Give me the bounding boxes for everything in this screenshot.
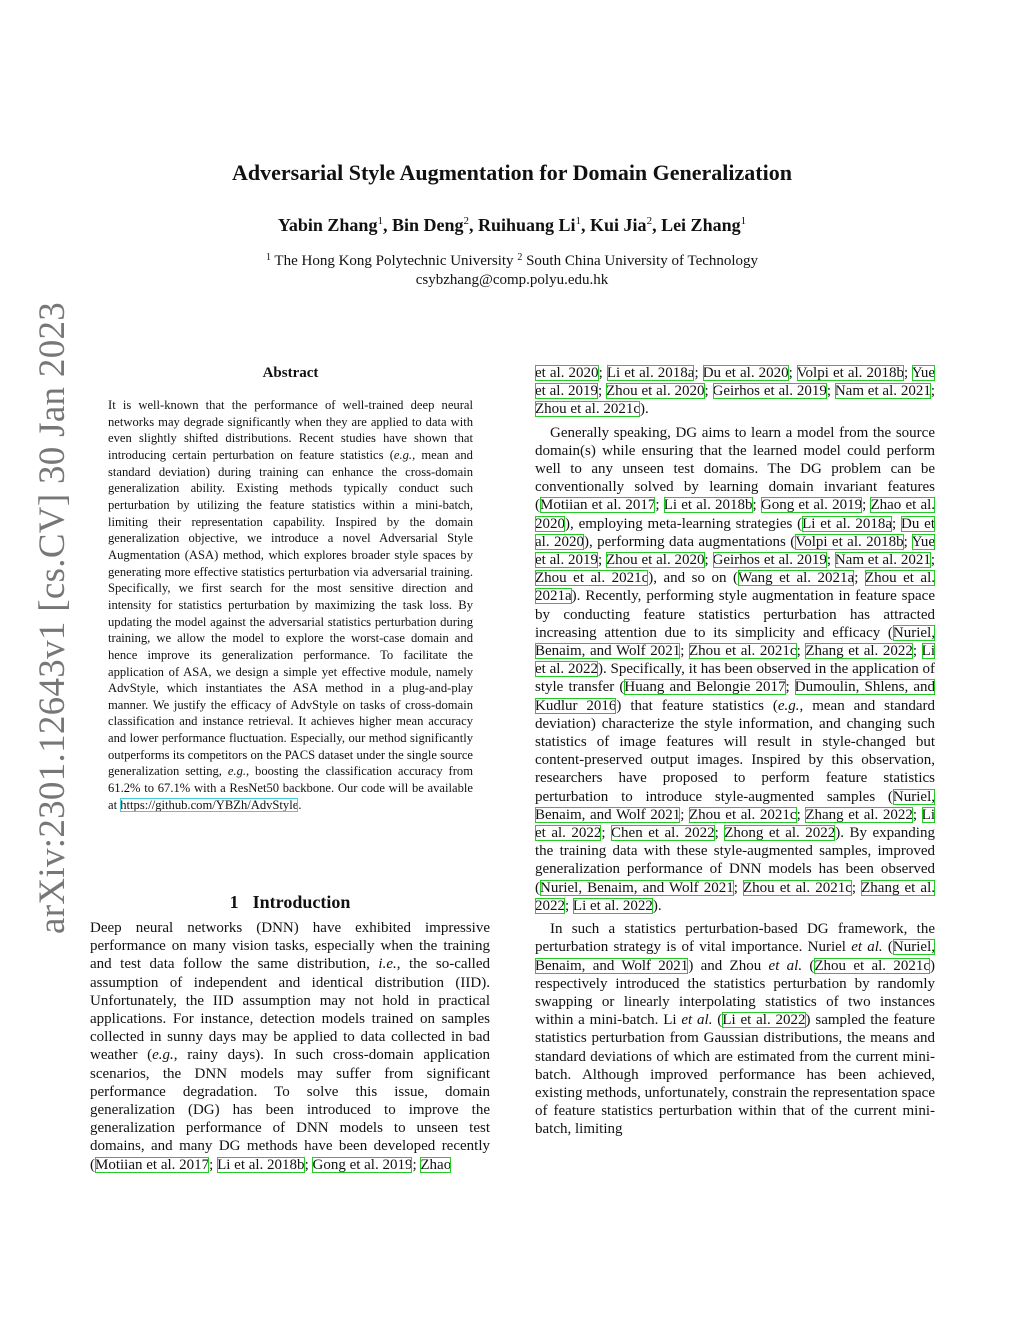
- affiliation-mark: 2: [517, 252, 523, 263]
- citation-link[interactable]: Zhang et al. 2022: [805, 806, 913, 823]
- citation-link[interactable]: Yue et al. 2019: [535, 365, 936, 400]
- affiliation-2: South China University of Technology: [526, 253, 759, 269]
- citation-link[interactable]: Du et al. 2020: [535, 515, 935, 550]
- citation-link[interactable]: Zhou et al. 2021c: [535, 570, 649, 587]
- citation-link[interactable]: Du et al. 2020: [702, 365, 789, 381]
- citation-link[interactable]: Huang and Belongie 2017: [624, 679, 786, 696]
- citation-link[interactable]: Nam et al. 2021: [834, 552, 931, 569]
- author-name: Bin Deng: [391, 215, 464, 235]
- citation-link[interactable]: Zhong et al. 2022: [724, 825, 836, 842]
- affiliation-1: The Hong Kong Polytechnic University: [274, 253, 514, 269]
- section-heading-introduction: 1 Introduction: [229, 892, 351, 912]
- citation-link[interactable]: Li et al. 2022: [722, 1012, 806, 1029]
- paper-title: Adversarial Style Augmentation for Domain Generalization: [232, 160, 792, 185]
- affiliation-mark: 1: [265, 252, 271, 263]
- citation-link[interactable]: Li et al. 2018b: [663, 497, 753, 514]
- citation-link[interactable]: Zhou et al. 2021c: [689, 806, 797, 823]
- author-name: Kui Jia: [590, 215, 647, 235]
- citation-link[interactable]: Gong et al. 2019: [312, 1156, 413, 1173]
- intro-right-column: [535, 364, 935, 1139]
- citation-link[interactable]: Nuriel, Benaim, and Wolf 2021: [535, 939, 935, 974]
- author-affiliation-mark: 1: [575, 215, 582, 227]
- citation-link[interactable]: Zhou et al. 2020: [606, 383, 705, 400]
- citation-link[interactable]: Zhou et al. 2021a: [535, 570, 935, 605]
- citation-link[interactable]: Zhou et al. 2021c: [814, 957, 930, 974]
- citation-link[interactable]: et al. 2020: [535, 365, 599, 381]
- author-list: Yabin Zhang$^1$, Bin Deng$^2$, Ruihuang Li$^1$, Kui Jia$^2$, Lei Zhang$^1$: [277, 215, 747, 235]
- arxiv-stamp: arXiv:2301.12643v1 [cs.CV] 30 Jan 2023: [32, 301, 73, 934]
- abstract-heading: Abstract: [262, 365, 319, 381]
- citation-link[interactable]: Motiian et al. 2017: [95, 1156, 210, 1173]
- paragraph: et al. 2020; Li et al. 2018a; Du et al. 2020; Volpi et al. 2018b; Yue et al. 2019; Zhou et al. 2020; Geirhos et al. 2019; Nam et al. 2021; Zhou et al. 2021c).: [535, 365, 936, 418]
- author-affiliation-mark: 1: [740, 215, 747, 227]
- author-email: csybzhang@comp.polyu.edu.hk: [415, 272, 609, 288]
- citation-link[interactable]: Zhou et al. 2021c: [689, 643, 797, 660]
- intro-left-column: [90, 919, 490, 1174]
- citation-link[interactable]: Nuriel, Benaim, and Wolf 2021: [535, 624, 935, 660]
- affiliations: [0, 248, 1024, 290]
- author-affiliation-mark: 1: [377, 215, 383, 227]
- author-affiliation-mark: 2: [463, 215, 469, 227]
- author-name: Lei Zhang: [661, 215, 741, 235]
- paragraph: Generally speaking, DG aims to learn a model from the source domain(s) while ensuring that the learned model could perform well to any unseen test domains. The DG problem can be conventionally solved by learning domain invariant features (Motiian et al. 2017; Li et al. 2018b; Gong et al. 2019; Zhao et al. 2020), employing meta-learning strategies (Li et al. 2018a; Du et al. 2020), performing data augmentations (Volpi et al. 2018b; Yue et al. 2019; Zhou et al. 2020; Geirhos et al. 2019; Nam et al. 2021; Zhou et al. 2021c), and so on (Wang et al. 2021a; Zhou et al. 2021a). Recently, performing style augmentation in feature space by conducting feature statistics perturbation has attracted increasing attention due to its simplicity and efficacy (Nuriel, Benaim, and Wolf 2021; Zhou et al. 2021c; Zhang et al. 2022; Li et al. 2022). Specifically, it has been observed in the application of style transfer (Huang and Belongie 2017; Dumoulin, Shlens, and Kudlur 2016) that feature statistics (e.g., mean and standard deviation) characterize the style information, and changing such statistics of image features will result in style-changed but content-preserved output images. Inspired by this observation, researchers have proposed to perform feature statistics perturbation to introduce style-augmented samples (Nuriel, Benaim, and Wolf 2021; Zhou et al. 2021c; Zhang et al. 2022; Li et al. 2022; Chen et al. 2022; Zhong et al. 2022). By expanding the training data with these style-augmented samples, improved generalization performance of DNN models has been observed (Nuriel, Benaim, and Wolf 2021; Zhou et al. 2021c; Zhang et al. 2022; Li et al. 2022).: [535, 424, 936, 914]
- citation-link[interactable]: Li et al. 2018a: [802, 515, 893, 532]
- code-link[interactable]: https://github.com/YBZh/AdvStyle: [120, 797, 299, 812]
- citation-link[interactable]: Zhou et al. 2021c: [535, 401, 640, 418]
- citation-link[interactable]: Motiian et al. 2017: [540, 497, 656, 514]
- paragraph: In such a statistics perturbation-based DG framework, the perturbation strategy is of vital importance. Nuriel et al. (Nuriel, Benaim, and Wolf 2021) and Zhou et al. (Zhou et al. 2021c) respectively introduced the statistics perturbation by randomly swapping or linearly interpolating statistics of two instances within a mini-batch. Li et al. (Li et al. 2022) sampled the feature statistics perturbation from Gaussian distributions, the means and standard deviations of which are estimated from the current mini-batch. Although improved performance has been achieved, existing methods, unfortunately, constrain the representation space of feature statistics perturbation within that of the current mini-batch, limiting: [535, 921, 935, 1138]
- citation-link[interactable]: Volpi et al. 2018b: [796, 365, 904, 381]
- citation-link[interactable]: Chen et al. 2022: [611, 825, 715, 842]
- citation-link[interactable]: Zhou et al. 2020: [606, 552, 705, 569]
- citation-link[interactable]: Geirhos et al. 2019: [712, 552, 827, 569]
- citation-link[interactable]: Volpi et al. 2018b: [795, 533, 904, 550]
- abstract-body: It is well-known that the performance of well-trained deep neural networks may degrade significantly when they are applied to data with even slightly shifted distributions. Recent studies have shown that introducing certain perturbation on feature statistics (e.g., mean and standard deviation) during training can enhance the cross-domain generalization ability. Existing methods typically conduct such perturbation by utilizing the feature statistics within a mini-batch, limiting their representation capability. Inspired by the domain generalization objective, we introduce a novel Adversarial Style Augmentation (ASA) method, which explores broader style spaces by generating more effective statistics perturbation via adversarial training. Specifically, we first search for the most sensitive direction and intensity for statistics perturbation by maximizing the task loss. By updating the model against the adversarial statistics perturbation during training, we allow the model to explore the worst-case domain and hence improve its generalization performance. To facilitate the application of ASA, we design a simple yet effective module, namely AdvStyle, which instantiates the ASA method in a plug-and-play manner. We justify the efficacy of AdvStyle on tasks of cross-domain classification and instance retrieval. It achieves higher mean accuracy and lower performance fluctuation. Especially, our method significantly outperforms its competitors on the PACS dataset under the single source generalization setting, e.g., boosting the classification accuracy from 61.2% to 67.1% with a ResNet50 backbone. Our code will be available at https://github.com/YBZh/AdvStyle.: [108, 398, 473, 812]
- citation-link[interactable]: Gong et al. 2019: [760, 497, 863, 514]
- citation-link[interactable]: Nuriel, Benaim, and Wolf 2021: [540, 879, 734, 896]
- citation-link[interactable]: Yue et al. 2019: [535, 533, 935, 569]
- citation-link[interactable]: Nam et al. 2021: [834, 383, 931, 400]
- citation-link[interactable]: Zhao: [420, 1156, 452, 1173]
- citation-link[interactable]: Li et al. 2022: [535, 806, 936, 842]
- citation-link[interactable]: Zhao et al. 2020: [535, 497, 936, 532]
- citation-link[interactable]: Zhang et al. 2022: [535, 879, 935, 914]
- citation-link[interactable]: Li et al. 2018b: [217, 1156, 305, 1173]
- author-affiliation-mark: 2: [646, 215, 653, 227]
- paragraph: Deep neural networks (DNN) have exhibited impressive performance on many vision tasks, especially when the training and test data follow the same distribution, i.e., the so-called assumption of independent and identical distribution (IID). Unfortunately, the IID assumption may not hold in practical applications. For instance, detection models trained on samples collected in sunny days may be applied to data collected in bad weather (e.g., rainy days). In such cross-domain application scenarios, the DNN models may suffer from significant performance degradation. To solve this issue, domain generalization (DG) has been introduced to improve the generalization performance of DNN models to unseen test domains, and many DG methods have been developed recently (Motiian et al. 2017; Li et al. 2018b; Gong et al. 2019; Zhao: [90, 920, 491, 1173]
- citation-link[interactable]: Dumoulin, Shlens, and Kudlur 2016: [535, 679, 935, 714]
- citation-link[interactable]: Zhang et al. 2022: [805, 643, 913, 660]
- citation-link[interactable]: Geirhos et al. 2019: [712, 383, 827, 400]
- citation-link[interactable]: Zhou et al. 2021c: [742, 879, 852, 896]
- citation-link[interactable]: Nuriel, Benaim, and Wolf 2021: [535, 788, 935, 823]
- author-name: Ruihuang Li: [477, 215, 576, 235]
- author-name: Yabin Zhang: [277, 215, 378, 235]
- affiliation-line: [0, 248, 1024, 271]
- citation-link[interactable]: Wang et al. 2021a: [738, 570, 855, 587]
- citation-link[interactable]: Li et al. 2022: [535, 643, 936, 678]
- citation-link[interactable]: Li et al. 2018a: [606, 365, 695, 381]
- citation-link[interactable]: Li et al. 2022: [572, 897, 653, 914]
